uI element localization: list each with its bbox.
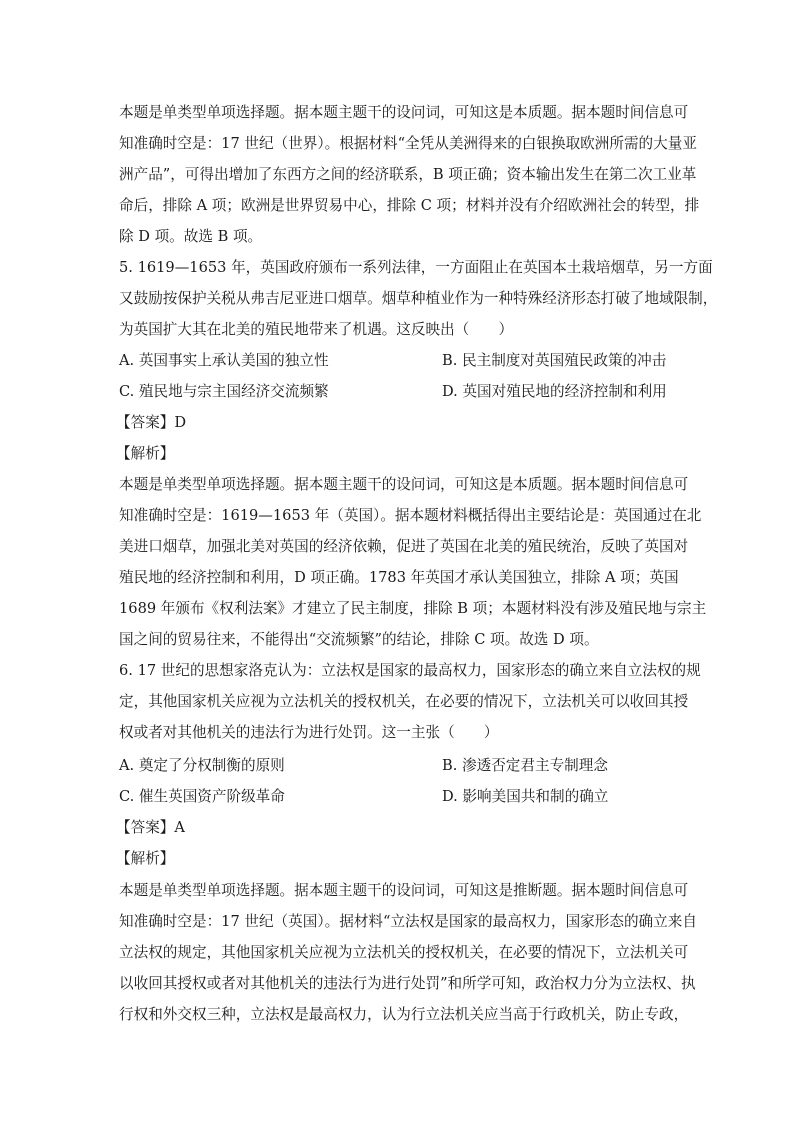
question-6-stem: 6. 17 世纪的思想家洛克认为：立法权是国家的最高权力，国家形态的确立来自立法权的规 bbox=[119, 662, 701, 679]
q6-option-c: C. 催生英国资产阶级革命 bbox=[119, 788, 285, 805]
q6-option-d: D. 影响美国共和制的确立 bbox=[442, 788, 609, 805]
q6-analysis-line: 以收回其授权或者对其他机关的违法行为进行处罚”和所学可知，政治权力分为立法权、执 bbox=[119, 975, 696, 992]
text-line: 知准确时空是：17 世纪（世界）。根据材料“全凭从美洲得来的白银换取欧洲所需的大量亚 bbox=[119, 135, 697, 152]
question-5-stem: 又鼓励按保护关税从弗吉尼亚进口烟草。烟草种植业作为一种特殊经济形态打破了地域限制， bbox=[119, 290, 718, 307]
text-line: 除 D 项。故选 B 项。 bbox=[119, 228, 263, 245]
q5-analysis-line: 1689 年颁布《权利法案》才建立了民主制度，排除 B 项；本题材料没有涉及殖民地与宗主 bbox=[119, 600, 707, 617]
q5-option-c: C. 殖民地与宗主国经济交流频繁 bbox=[119, 383, 329, 400]
q5-answer: 【答案】D bbox=[116, 414, 187, 431]
q6-answer: 【答案】A bbox=[116, 819, 185, 836]
q6-option-b: B. 渗透否定君主专制理念 bbox=[442, 757, 608, 774]
q5-analysis-label: 【解析】 bbox=[116, 445, 175, 462]
text-line: 洲产品”，可得出增加了东西方之间的经济联系，B 项正确；资本输出发生在第二次工业革 bbox=[119, 166, 697, 183]
q5-analysis-line: 知准确时空是：1619—1653 年（英国）。据本题材料概括得出主要结论是：英国通过在北 bbox=[119, 507, 702, 524]
q6-analysis-line: 立法权的规定，其他国家机关应视为立法机关的授权机关，在必要的情况下，立法机关可 bbox=[119, 944, 689, 961]
q5-analysis-line: 殖民地的经济控制和利用，D 项正确。1783 年英国才承认美国独立，排除 A 项；英国 bbox=[119, 569, 679, 586]
q5-analysis-line: 本题是单类型单项选择题。据本题主题干的设问词，可知这是本质题。据本题时间信息可 bbox=[119, 476, 689, 493]
question-5-stem: 为英国扩大其在北美的殖民地带来了机遇。这反映出（ ） bbox=[119, 321, 514, 338]
q6-option-a: A. 奠定了分权制衡的原则 bbox=[119, 757, 285, 774]
q5-option-b: B. 民主制度对英国殖民政策的冲击 bbox=[442, 352, 667, 369]
text-line: 本题是单类型单项选择题。据本题主题干的设问词，可知这是本质题。据本题时间信息可 bbox=[119, 104, 689, 121]
q6-analysis-line: 知准确时空是：17 世纪（英国）。据材料“立法权是国家的最高权力，国家形态的确立来自 bbox=[119, 913, 697, 930]
question-6-stem: 定，其他国家机关应视为立法机关的授权机关，在必要的情况下，立法机关可以收回其授 bbox=[119, 693, 689, 710]
question-6-stem: 权或者对其他机关的违法行为进行处罚。这一主张（ ） bbox=[119, 724, 499, 741]
q6-analysis-label: 【解析】 bbox=[116, 850, 175, 867]
question-5-stem: 5. 1619—1653 年，英国政府颁布一系列法律，一方面阻止在英国本土栽培烟草，另一方面 bbox=[119, 259, 713, 276]
q6-analysis-line: 本题是单类型单项选择题。据本题主题干的设问词，可知这是推断题。据本题时间信息可 bbox=[119, 882, 689, 899]
text-line: 命后，排除 A 项；欧洲是世界贸易中心，排除 C 项；材料并没有介绍欧洲社会的转型，排 bbox=[119, 197, 700, 214]
q5-option-d: D. 英国对殖民地的经济控制和利用 bbox=[442, 383, 667, 400]
q5-analysis-line: 国之间的贸易往来，不能得出“交流频繁”的结论，排除 C 项。故选 D 项。 bbox=[119, 631, 599, 648]
q5-analysis-line: 美进口烟草，加强北美对英国的经济依赖，促进了英国在北美的殖民统治，反映了英国对 bbox=[119, 538, 689, 555]
q5-option-a: A. 英国事实上承认美国的独立性 bbox=[119, 352, 329, 369]
q6-analysis-line: 行权和外交权三种，立法权是最高权力，认为行立法机关应当高于行政机关，防止专政， bbox=[119, 1006, 689, 1023]
